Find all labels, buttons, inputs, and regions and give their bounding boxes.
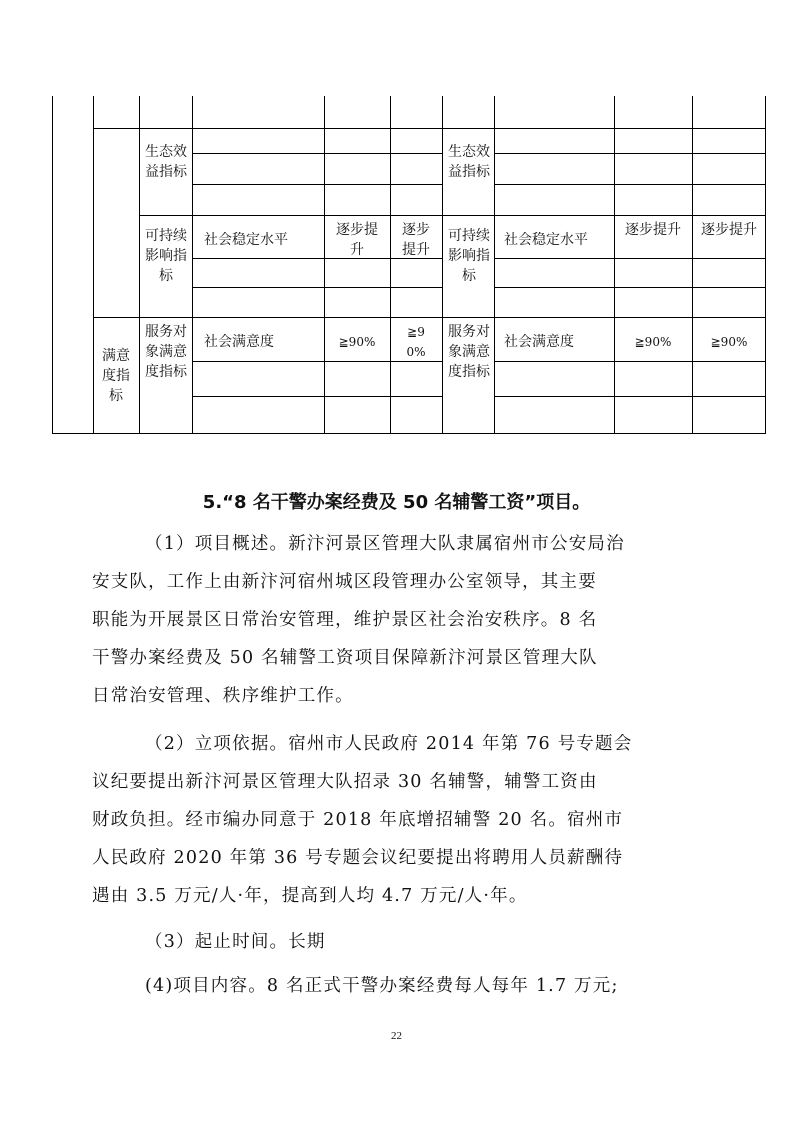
page-number: 22 bbox=[391, 1030, 402, 1042]
text-line: 财政负担。经市编办同意于 2018 年底增招辅警 20 名。宿州市 bbox=[92, 810, 624, 830]
text-line: （1）项目概述。新汴河景区管理大队隶属宿州市公安局治 bbox=[145, 534, 625, 554]
text-line: （3）起止时间。长期 bbox=[145, 932, 326, 952]
value2-stability-left: 逐步提升 bbox=[402, 222, 430, 258]
value2-satisfaction-left: ≧90% bbox=[406, 325, 426, 359]
category-sustainability-left: 可持续影响指标 bbox=[145, 228, 187, 284]
value2-satisfaction-right: ≧90% bbox=[710, 335, 748, 349]
category-ecological-left: 生态效益指标 bbox=[145, 144, 187, 180]
value1-stability-left: 逐步提升 bbox=[336, 222, 378, 258]
content-satisfaction-right: 社会满意度 bbox=[504, 334, 574, 350]
section-heading: 5.“8 名干警办案经费及 50 名辅警工资”项目。 bbox=[202, 492, 591, 513]
text-line: 人民政府 2020 年第 36 号专题会议纪要提出将聘用人员薪酬待 bbox=[92, 848, 624, 868]
value1-stability-right: 逐步提升 bbox=[625, 222, 681, 238]
category-ecological-right: 生态效益指标 bbox=[448, 144, 490, 180]
text-line: 议纪要提出新汴河景区管理大队招录 30 名辅警，辅警工资由 bbox=[92, 772, 598, 792]
group-satisfaction: 满意度指标 bbox=[102, 348, 130, 404]
text-line: 干警办案经费及 50 名辅警工资项目保障新汴河景区管理大队 bbox=[92, 648, 598, 668]
content-satisfaction-left: 社会满意度 bbox=[204, 334, 274, 350]
text-line: (4)项目内容。8 名正式干警办案经费每人每年 1.7 万元; bbox=[145, 976, 619, 996]
category-sustainability-right: 可持续影响指标 bbox=[448, 228, 490, 284]
value1-satisfaction-right: ≧90% bbox=[634, 335, 672, 349]
text-line: 安支队，工作上由新汴河宿州城区段管理办公室领导，其主要 bbox=[92, 572, 597, 592]
text-line: （2）立项依据。宿州市人民政府 2014 年第 76 号专题会 bbox=[145, 734, 633, 754]
category-satisfaction-left: 服务对象满意度指标 bbox=[145, 324, 187, 380]
category-satisfaction-right: 服务对象满意度指标 bbox=[448, 324, 490, 380]
value1-satisfaction-left: ≧90% bbox=[338, 335, 376, 349]
text-line: 日常治安管理、秩序维护工作。 bbox=[92, 686, 354, 706]
content-stability-right: 社会稳定水平 bbox=[504, 232, 588, 248]
content-stability-left: 社会稳定水平 bbox=[204, 232, 288, 248]
text-line: 遇由 3.5 万元/人·年，提高到人均 4.7 万元/人·年。 bbox=[92, 886, 528, 906]
value2-stability-right: 逐步提升 bbox=[701, 222, 757, 238]
text-line: 职能为开展景区日常治安管理，维护景区社会治安秩序。8 名 bbox=[92, 610, 598, 630]
performance-indicator-table bbox=[52, 96, 766, 434]
